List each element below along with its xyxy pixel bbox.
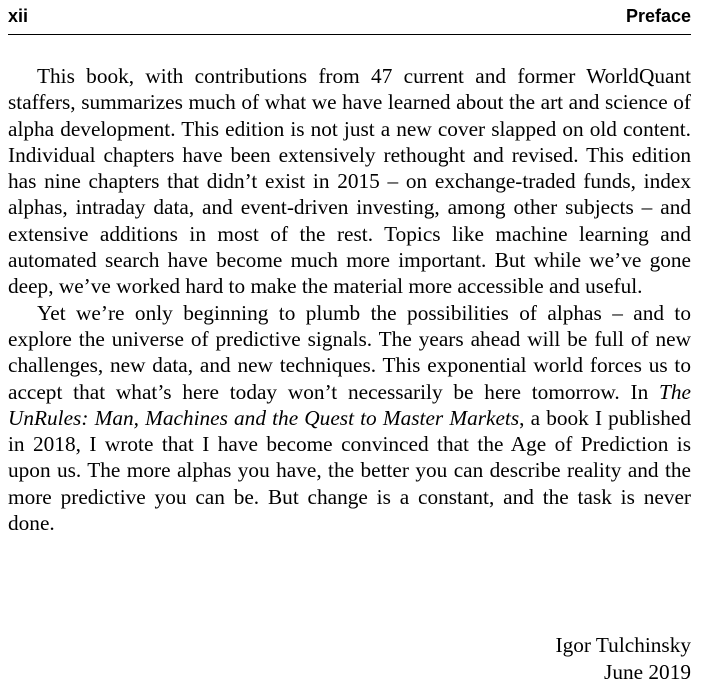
running-title: Preface: [625, 6, 691, 26]
running-header: [8, 4, 691, 35]
page-number: xii: [8, 6, 29, 26]
paragraph-2-text-before: Yet we’re only beginning to plumb the possibilities of alphas – and to explore the universe of predictive signals. The years ahead will be full of new challenges, new data, and new techniques. This exponential world forces us to accept that what’s here today won’t necessarily be here tomorrow. In: [8, 300, 691, 404]
signature-date: June 2019: [604, 660, 691, 684]
paragraph-1-text: This book, with contributions from 47 current and former WorldQuant staffers, summarizes much of what we have learned about the art and science of alpha development. This edition is not just a new cover slapped on old content. Individual chapters have been extensively rethought and revised. This edition has nine chapters that didn’t exist in 2015 – on exchange-traded funds, index alphas, intraday data, and event-driven investing, among other subjects – and extensive additions in most of the rest. Topics like machine learning and automated search have become much more important. But while we’ve gone deep, we’ve worked hard to make the material more accessible and useful.: [8, 64, 691, 299]
paragraph-2-text-after: , a book I published in 2018, I wrote that I have become convinced that the Age of Prediction is upon us. The more alphas you have, the better you can describe reality and the more predictive you can be. But change is a constant, and the task is never done.: [8, 405, 691, 536]
signature-block: [556, 632, 692, 686]
paragraph-1: [8, 63, 691, 300]
paragraph-2: [8, 300, 691, 537]
preface-body: [8, 63, 691, 536]
book-title: The UnRules: Man, Machines and the Quest to Master Markets: [8, 379, 691, 430]
author-name: Igor Tulchinsky: [555, 633, 691, 657]
